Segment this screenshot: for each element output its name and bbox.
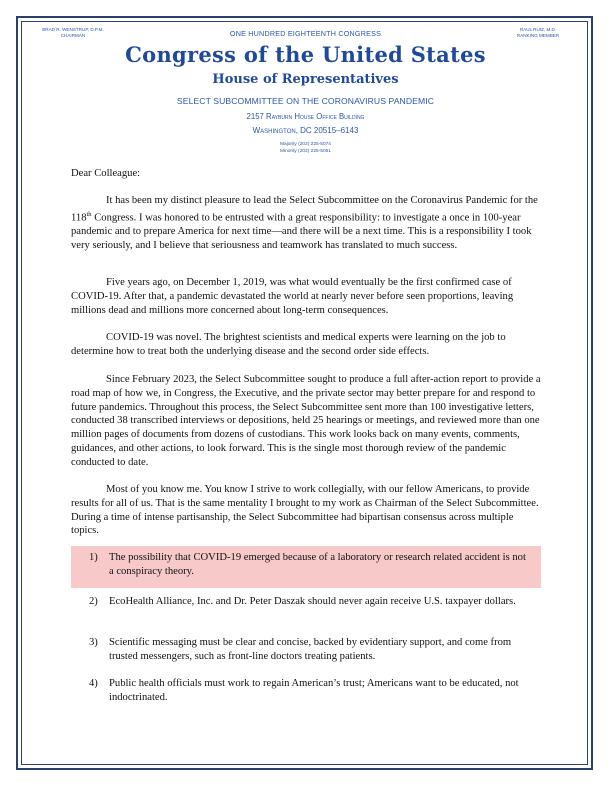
paragraph-3-text: COVID-19 was novel. The brightest scientists and medical experts were learning on the job to determine how to treat both the underlying disease and the second order side effects. bbox=[71, 332, 506, 357]
paragraph-1-end: Congress. I was honored to be entrusted with a great responsibility: to investigate a once in 100-year pandemic and to prepare America for next time—and there will be a next time. This is a responsibility I took very seriously, and I believe that seriousness and teamwork has translated to much success. bbox=[71, 212, 532, 251]
congress-number: ONE HUNDRED EIGHTEENTH CONGRESS bbox=[229, 29, 382, 38]
minority-phone: Minority (202) 225-5051 bbox=[280, 149, 331, 154]
ordinal-suffix: th bbox=[86, 210, 92, 218]
paragraph-5-text: Most of you know me. You know I strive to work collegially, with our fellow Americans, to provide results for all of us. That is the same mentality I brought to my work as Chairman of the Select Subcommittee. During a time of intense partisanship, the Select Subcommittee had bipartisan consensus across multiple topics. bbox=[71, 484, 539, 537]
ranking-member-title: RANKING MEMBER bbox=[516, 33, 560, 38]
paragraph-2 bbox=[71, 276, 543, 317]
point-number: 2) bbox=[89, 596, 98, 607]
point-text: EcoHealth Alliance, Inc. and Dr. Peter Daszak should never again receive U.S. taxpayer dollars. bbox=[109, 596, 516, 607]
paragraph-1 bbox=[71, 194, 543, 253]
salutation: Dear Colleague: bbox=[71, 168, 141, 179]
paragraph-2-text: Five years ago, on December 1, 2019, was what would eventually be the first confirmed case of COVID-19. After that, a pandemic devastated the world at nearly never before seen proportions, leaving millions dead and millions more concerned about long-term consequences. bbox=[71, 277, 514, 316]
subcommittee-name: SELECT SUBCOMMITTEE ON THE CORONAVIRUS PANDEMIC bbox=[176, 96, 435, 106]
chairman-title: CHAIRMAN bbox=[60, 33, 86, 38]
consensus-point bbox=[71, 672, 541, 710]
ranking-member-name: RAUL RUIZ, M.D. bbox=[519, 27, 557, 32]
consensus-point bbox=[71, 631, 541, 669]
point-number: 4) bbox=[89, 678, 98, 689]
consensus-point-highlighted bbox=[71, 546, 541, 588]
point-text: The possibility that COVID-19 emerged because of a laboratory or research related accident is not a conspiracy theory. bbox=[109, 552, 526, 577]
address-line-1: 2157 Rayburn House Office Building bbox=[246, 112, 365, 121]
paragraph-1-start: It has been my distinct pleasure to lead the Select Subcommittee on the Coronavirus Pandemic for the 118 bbox=[71, 195, 538, 224]
paragraph-4-text: Since February 2023, the Select Subcommittee sought to produce a full after-action report to provide a road map of how we, in Congress, the Executive, and the private sector may better prepare for and respond to future pandemics. Throughout this process, the Select Subcommittee sent more than 100 investigative letters, conducted 38 transcribed interviews or depositions, held 25 hearings or meetings, and reviewed more than one million pages of documents from dozens of custodians. This work looks back on many events, comments, guidances, and other actions, to look forward. This is the single most thorough review of the pandemic conducted to date. bbox=[71, 374, 541, 468]
chairman-name: BRAD R. WENSTRUP, D.P.M. bbox=[42, 27, 104, 32]
point-text: Scientific messaging must be clear and concise, backed by evidentiary support, and come from trusted messengers, such as front-line doctors treating patients. bbox=[109, 637, 512, 662]
address-line-2: Washington, DC 20515–6143 bbox=[252, 126, 359, 135]
consensus-point bbox=[71, 590, 541, 614]
point-number: 1) bbox=[89, 552, 98, 563]
point-text: Public health officials must work to regain American’s trust; Americans want to be educated, not indoctrinated. bbox=[109, 678, 519, 703]
point-number: 3) bbox=[89, 637, 98, 648]
majority-phone: Majority (202) 225-5074 bbox=[280, 142, 331, 147]
letterhead-title: Congress of the United States bbox=[125, 42, 486, 67]
paragraph-4 bbox=[71, 373, 543, 470]
letterhead-house: House of Representatives bbox=[212, 72, 399, 87]
paragraph-3 bbox=[71, 331, 543, 359]
paragraph-5 bbox=[71, 483, 543, 538]
